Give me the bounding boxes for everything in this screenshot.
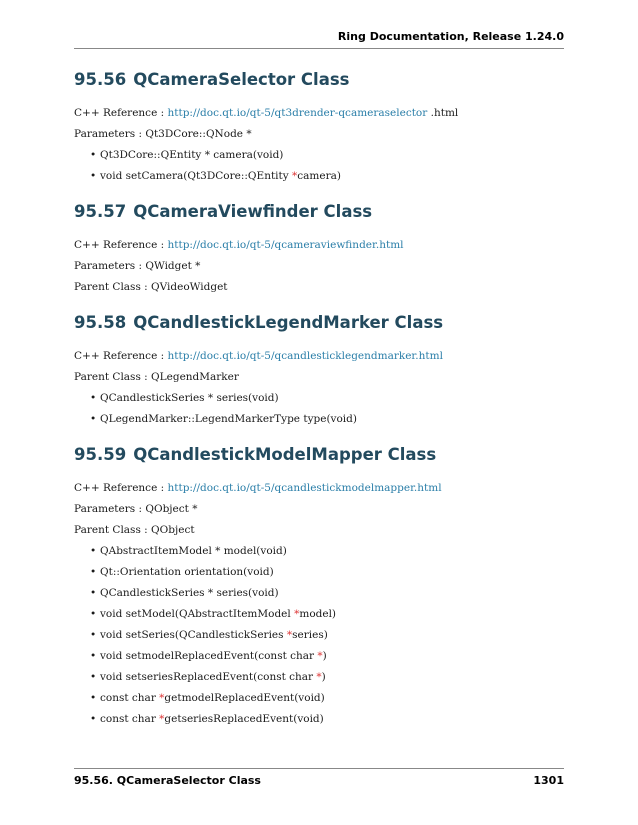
method-list [74, 544, 564, 726]
method-text: Qt::Orientation orientation(void) [100, 566, 274, 578]
pointer-star: * [159, 692, 165, 704]
method-text: QLegendMarker::LegendMarkerType type(void) [100, 413, 357, 425]
cpp-reference [74, 349, 564, 363]
pointer-star: * [294, 608, 300, 620]
section-title: QCandlestickLegendMarker Class [133, 313, 444, 332]
method-text: void setmodelReplacedEvent(const char [100, 650, 318, 662]
cpp-reference [74, 238, 564, 252]
pointer-star: * [316, 671, 322, 683]
method-item [90, 586, 564, 600]
parameters-line: Parameters : Qt3DCore::QNode * [74, 128, 252, 140]
parameters-line: Parameters : QWidget * [74, 260, 201, 272]
header-title: Ring Documentation, Release 1.24.0 [337, 30, 564, 43]
method-item [90, 628, 564, 642]
method-text-after: getseriesReplacedEvent(void) [164, 713, 324, 725]
cpp-reference [74, 106, 564, 120]
section-qcandlesticklegendmarker [74, 311, 564, 426]
method-item [90, 712, 564, 726]
section-number: 95.57 [74, 202, 127, 221]
method-item [90, 412, 564, 426]
reference-label: C++ Reference : [74, 107, 168, 119]
section-qcandlestickmodelmapper [74, 443, 564, 726]
method-item [90, 148, 564, 162]
method-item [90, 607, 564, 621]
method-text-after: series) [292, 629, 328, 641]
method-list [74, 391, 564, 426]
method-text-after: ) [322, 650, 327, 662]
section-qcameraselector [74, 68, 564, 183]
section-title: QCameraSelector Class [133, 70, 350, 89]
reference-label: C++ Reference : [74, 239, 168, 251]
section-title: QCameraViewfinder Class [133, 202, 373, 221]
section-heading [74, 443, 564, 467]
section-qcameraviewfinder [74, 200, 564, 294]
parameters-line: Parameters : QObject * [74, 503, 198, 515]
method-item [90, 565, 564, 579]
method-text: QAbstractItemModel * model(void) [100, 545, 287, 557]
reference-suffix: .html [427, 107, 459, 119]
footer-section: 95.56. QCameraSelector Class [74, 774, 261, 787]
method-item [90, 391, 564, 405]
pointer-star: * [292, 170, 298, 182]
method-text: QCandlestickSeries * series(void) [100, 392, 279, 404]
method-item [90, 691, 564, 705]
section-number: 95.56 [74, 70, 127, 89]
parent-class-line: Parent Class : QObject [74, 524, 195, 536]
reference-link[interactable]: http://doc.qt.io/qt-5/qt3drender-qcameraselector [167, 107, 428, 119]
page-number: 1301 [533, 774, 564, 787]
section-number: 95.59 [74, 445, 127, 464]
method-item [90, 670, 564, 684]
method-text-after: ) [321, 671, 326, 683]
reference-link[interactable]: http://doc.qt.io/qt-5/qcameraviewfinder.html [167, 239, 404, 251]
method-item [90, 169, 564, 183]
method-item [90, 544, 564, 558]
cpp-reference [74, 481, 564, 495]
method-list [74, 148, 564, 183]
method-text-after: camera) [297, 170, 341, 182]
section-heading [74, 200, 564, 224]
pointer-star: * [317, 650, 323, 662]
method-text: const char [100, 713, 160, 725]
reference-label: C++ Reference : [74, 482, 168, 494]
method-text: QCandlestickSeries * series(void) [100, 587, 279, 599]
reference-link[interactable]: http://doc.qt.io/qt-5/qcandlestickmodelmapper.html [167, 482, 442, 494]
method-text: void setseriesReplacedEvent(const char [100, 671, 317, 683]
page-header [74, 30, 564, 49]
section-heading [74, 311, 564, 335]
method-item [90, 649, 564, 663]
pointer-star: * [159, 713, 165, 725]
method-text: void setCamera(Qt3DCore::QEntity [100, 170, 293, 182]
section-heading [74, 68, 564, 92]
method-text-after: model) [299, 608, 337, 620]
pointer-star: * [286, 629, 293, 641]
parent-class-line: Parent Class : QVideoWidget [74, 281, 228, 293]
method-text: const char [100, 692, 160, 704]
page-content [74, 68, 564, 743]
page-footer [74, 768, 564, 787]
section-number: 95.58 [74, 313, 127, 332]
reference-label: C++ Reference : [74, 350, 168, 362]
section-title: QCandlestickModelMapper Class [133, 445, 437, 464]
method-text-after: getmodelReplacedEvent(void) [164, 692, 325, 704]
method-text: void setSeries(QCandlestickSeries [100, 629, 287, 641]
reference-link[interactable]: http://doc.qt.io/qt-5/qcandlesticklegendmarker.html [167, 350, 443, 362]
parent-class-line: Parent Class : QLegendMarker [74, 371, 239, 383]
method-text: void setModel(QAbstractItemModel [100, 608, 295, 620]
method-text: Qt3DCore::QEntity * camera(void) [100, 149, 284, 161]
